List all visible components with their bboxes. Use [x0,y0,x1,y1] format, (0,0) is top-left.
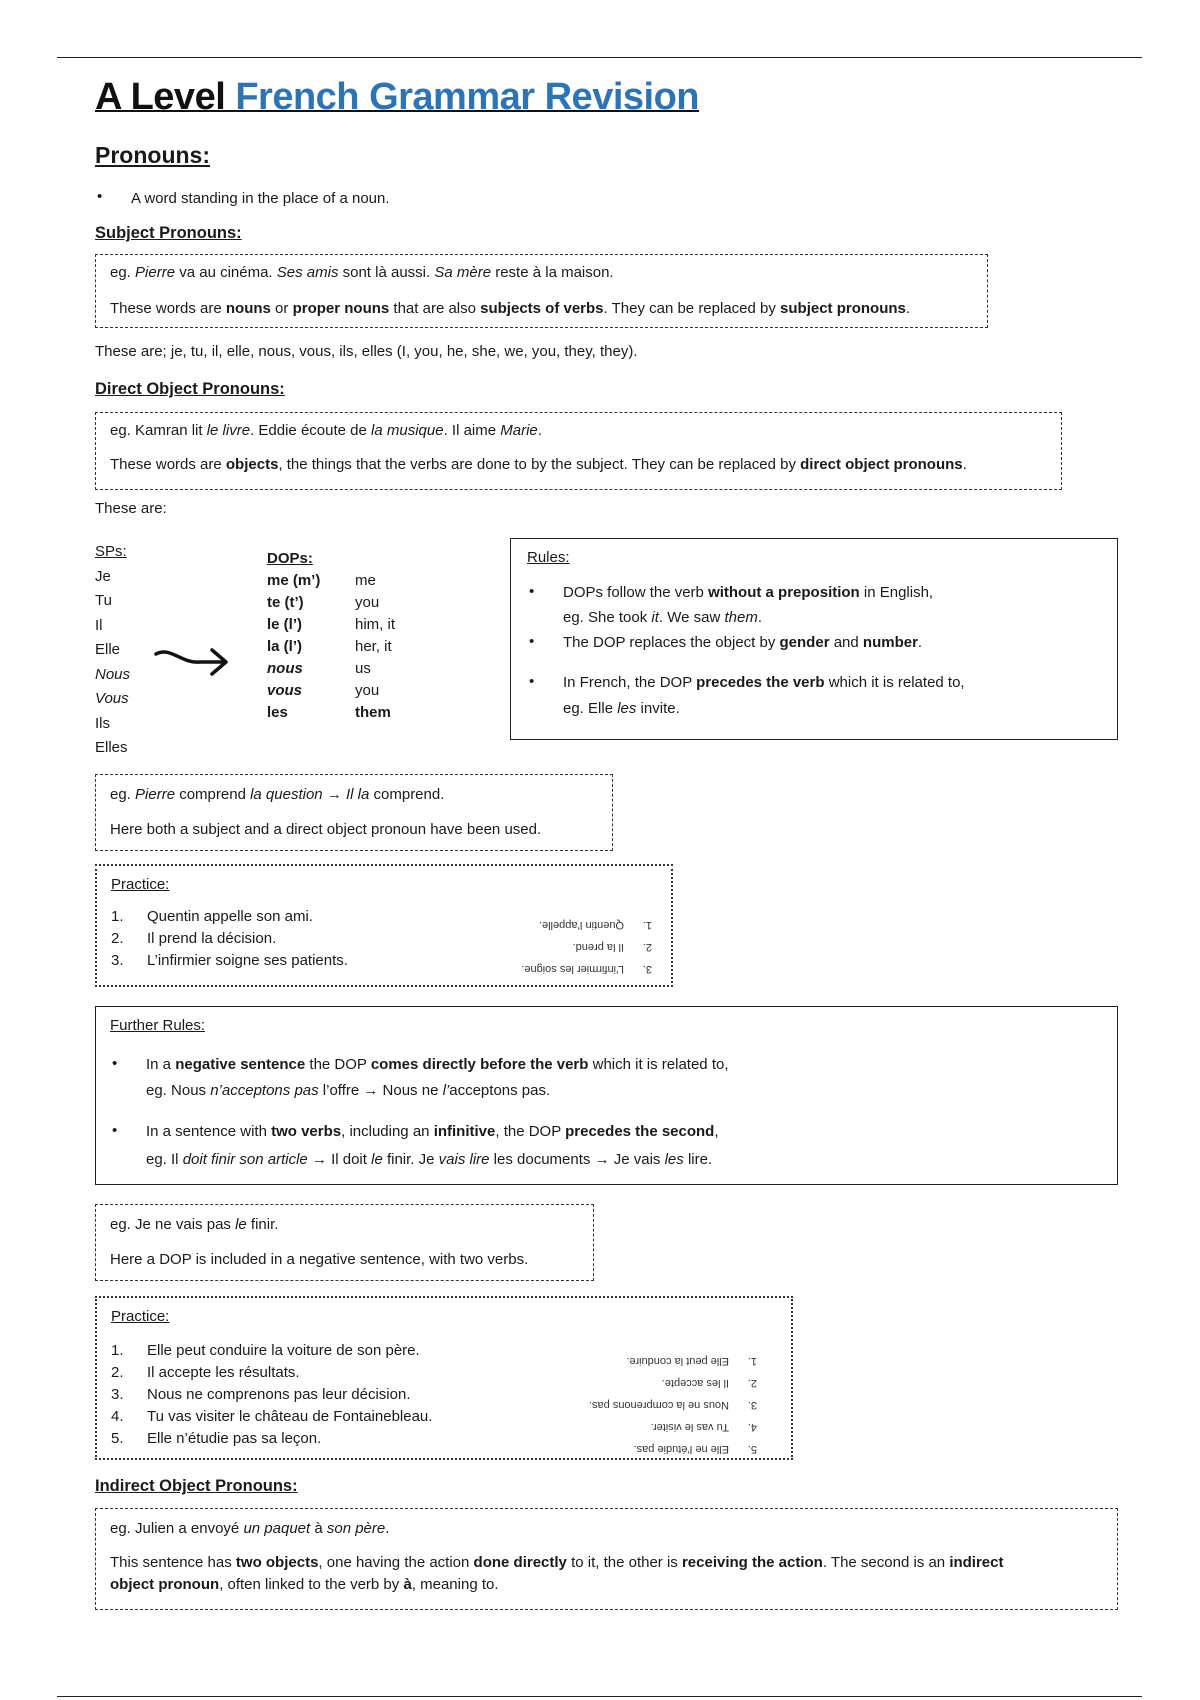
bottom-rule [57,1696,1142,1697]
answer-item: 4.Tu vas le visiter. [650,1421,757,1433]
practice-item: 3. L’infirmier soigne ses patients. [111,952,348,969]
rules-box [510,538,1118,740]
practice-item: 2. Il accepte les résultats. [111,1364,300,1381]
rule-2: The DOP replaces the object by gender and number. [563,634,923,651]
dop-item: nous [267,660,303,677]
bullet-icon: • [529,583,535,600]
subject-example: eg. Pierre va au cinéma. Ses amis sont là aussi. Sa mère reste à la maison. [110,264,614,281]
practice-item: 3. Nous ne comprenons pas leur décision. [111,1386,411,1403]
dop-item: me (m’) [267,572,321,589]
practice-2-heading: Practice: [111,1308,170,1325]
dop-item: les [267,704,288,721]
rules-heading: Rules: [527,549,570,566]
bullet-icon: • [529,673,535,690]
practice-2-list [111,1340,432,1450]
dop-meanings-column [355,570,395,724]
sp-item: Ils [95,714,110,732]
answer-item: 2.Il les accepte. [661,1377,757,1389]
dop-item: la (l’) [267,638,303,655]
further-rules-heading: Further Rules: [110,1017,206,1034]
direct-example: eg. Kamran lit le livre. Eddie écoute de la musique. Il aime Marie. [110,422,542,439]
direct-example-box [95,412,1062,490]
answer-item: 3.Nous ne la comprenons pas. [588,1399,757,1411]
direct-these-are: These are: [95,500,167,517]
example-negative: eg. Je ne vais pas le finir. [110,1216,279,1233]
sp-item: Nous [95,665,131,683]
dop-meaning: us [355,660,371,677]
example-negative-box [95,1204,594,1281]
rule-3: In French, the DOP precedes the verb which it is related to, [563,674,965,691]
practice-item: 1. Quentin appelle son ami. [111,908,313,925]
indirect-explanation-line-2: object pronoun, often linked to the verb by à, meaning to. [110,1576,499,1593]
example-subject-and-dop-box [95,774,613,851]
dop-item: vous [267,682,303,699]
dop-meaning: me [355,572,376,589]
answer-item: 1.Quentin l’appelle. [538,919,652,931]
dop-item: te (t’) [267,594,304,611]
bullet-icon: • [97,188,103,205]
subject-example-box [95,254,988,328]
indirect-object-pronouns-heading: Indirect Object Pronouns: [95,1477,298,1495]
further-rule-1-example: eg. Nous n’acceptons pas l’offre → Nous ne l’acceptons pas. [146,1082,551,1099]
sps-heading: SPs: [95,543,127,560]
practice-2-answers [547,1350,757,1460]
subject-explanation: These words are nouns or proper nouns that are also subjects of verbs. They can be replaced by subject pronouns. [110,300,911,317]
sp-item: Il [95,616,103,634]
dop-meaning: her, it [355,638,392,655]
direct-object-pronouns-heading: Direct Object Pronouns: [95,380,285,398]
example-subject-and-dop-note: Here both a subject and a direct object pronoun have been used. [110,821,542,838]
further-rule-2: In a sentence with two verbs, including an infinitive, the DOP precedes the second, [146,1123,719,1140]
rule-1: DOPs follow the verb without a preposition in English, [563,584,934,601]
dop-meaning: you [355,594,380,611]
sp-item: Je [95,567,111,585]
practice-1-heading: Practice: [111,876,170,893]
dop-item: le (l’) [267,616,303,633]
rule-3-example: eg. Elle les invite. [563,700,680,717]
practice-item: 1. Elle peut conduire la voiture de son père. [111,1342,420,1359]
dops-heading: DOPs: [267,550,313,567]
practice-1-answers [482,914,652,980]
practice-2-box [95,1296,793,1460]
example-subject-and-dop: eg. Pierre comprend la question → Il la comprend. [110,786,445,803]
answer-item: 2.Il la prend. [572,941,652,953]
page-title: A Level French Grammar Revision [95,76,699,118]
pronouns-heading: Pronouns: [95,142,210,168]
practice-item: 4. Tu vas visiter le château de Fontainebleau. [111,1408,433,1425]
answer-item: 5.Elle ne l’étudie pas. [633,1443,757,1455]
bullet-icon: • [112,1055,118,1072]
practice-item: 5. Elle n’étudie pas sa leçon. [111,1430,322,1447]
further-rule-1: In a negative sentence the DOP comes directly before the verb which it is related to, [146,1056,729,1073]
dop-meaning: you [355,682,380,699]
dops-column [267,548,320,724]
subject-pronouns-heading: Subject Pronouns: [95,224,242,242]
practice-item: 2. Il prend la décision. [111,930,277,947]
dop-meaning: him, it [355,616,396,633]
sp-item: Vous [95,690,129,707]
practice-1-box [95,864,673,987]
practice-1-list [111,906,348,972]
bullet-icon: • [112,1122,118,1139]
answer-item: 1.Elle peut la conduire. [626,1355,757,1367]
sp-item: Elle [95,641,121,658]
indirect-explanation-line-1: This sentence has two objects, one having the action done directly to it, the other is receiving the action. The second is an indirect [110,1554,1004,1571]
dop-meaning: them [355,704,391,721]
indirect-example-box [95,1508,1118,1610]
rule-1-example: eg. She took it. We saw them. [563,609,763,626]
further-rule-2-example: eg. Il doit finir son article → Il doit le finir. Je vais lire les documents → Je vais les lire. [146,1151,713,1168]
curved-right-arrow-icon [152,640,232,680]
sps-column [95,540,130,761]
direct-explanation: These words are objects, the things that the verbs are done to by the subject. They can be replaced by direct object pronouns. [110,456,967,473]
top-rule [57,57,1142,58]
bullet-icon: • [529,633,535,650]
further-rules-box [95,1006,1118,1185]
sp-item: Tu [95,592,112,609]
pronouns-definition: A word standing in the place of a noun. [131,190,390,207]
indirect-example: eg. Julien a envoyé un paquet à son père. [110,1520,390,1537]
example-negative-note: Here a DOP is included in a negative sentence, with two verbs. [110,1251,529,1268]
subject-list: These are; je, tu, il, elle, nous, vous, ils, elles (I, you, he, she, we, you, they, they). [95,343,638,360]
sp-item: Elles [95,739,128,756]
answer-item: 3.L’infirmier les soigne. [521,963,652,975]
